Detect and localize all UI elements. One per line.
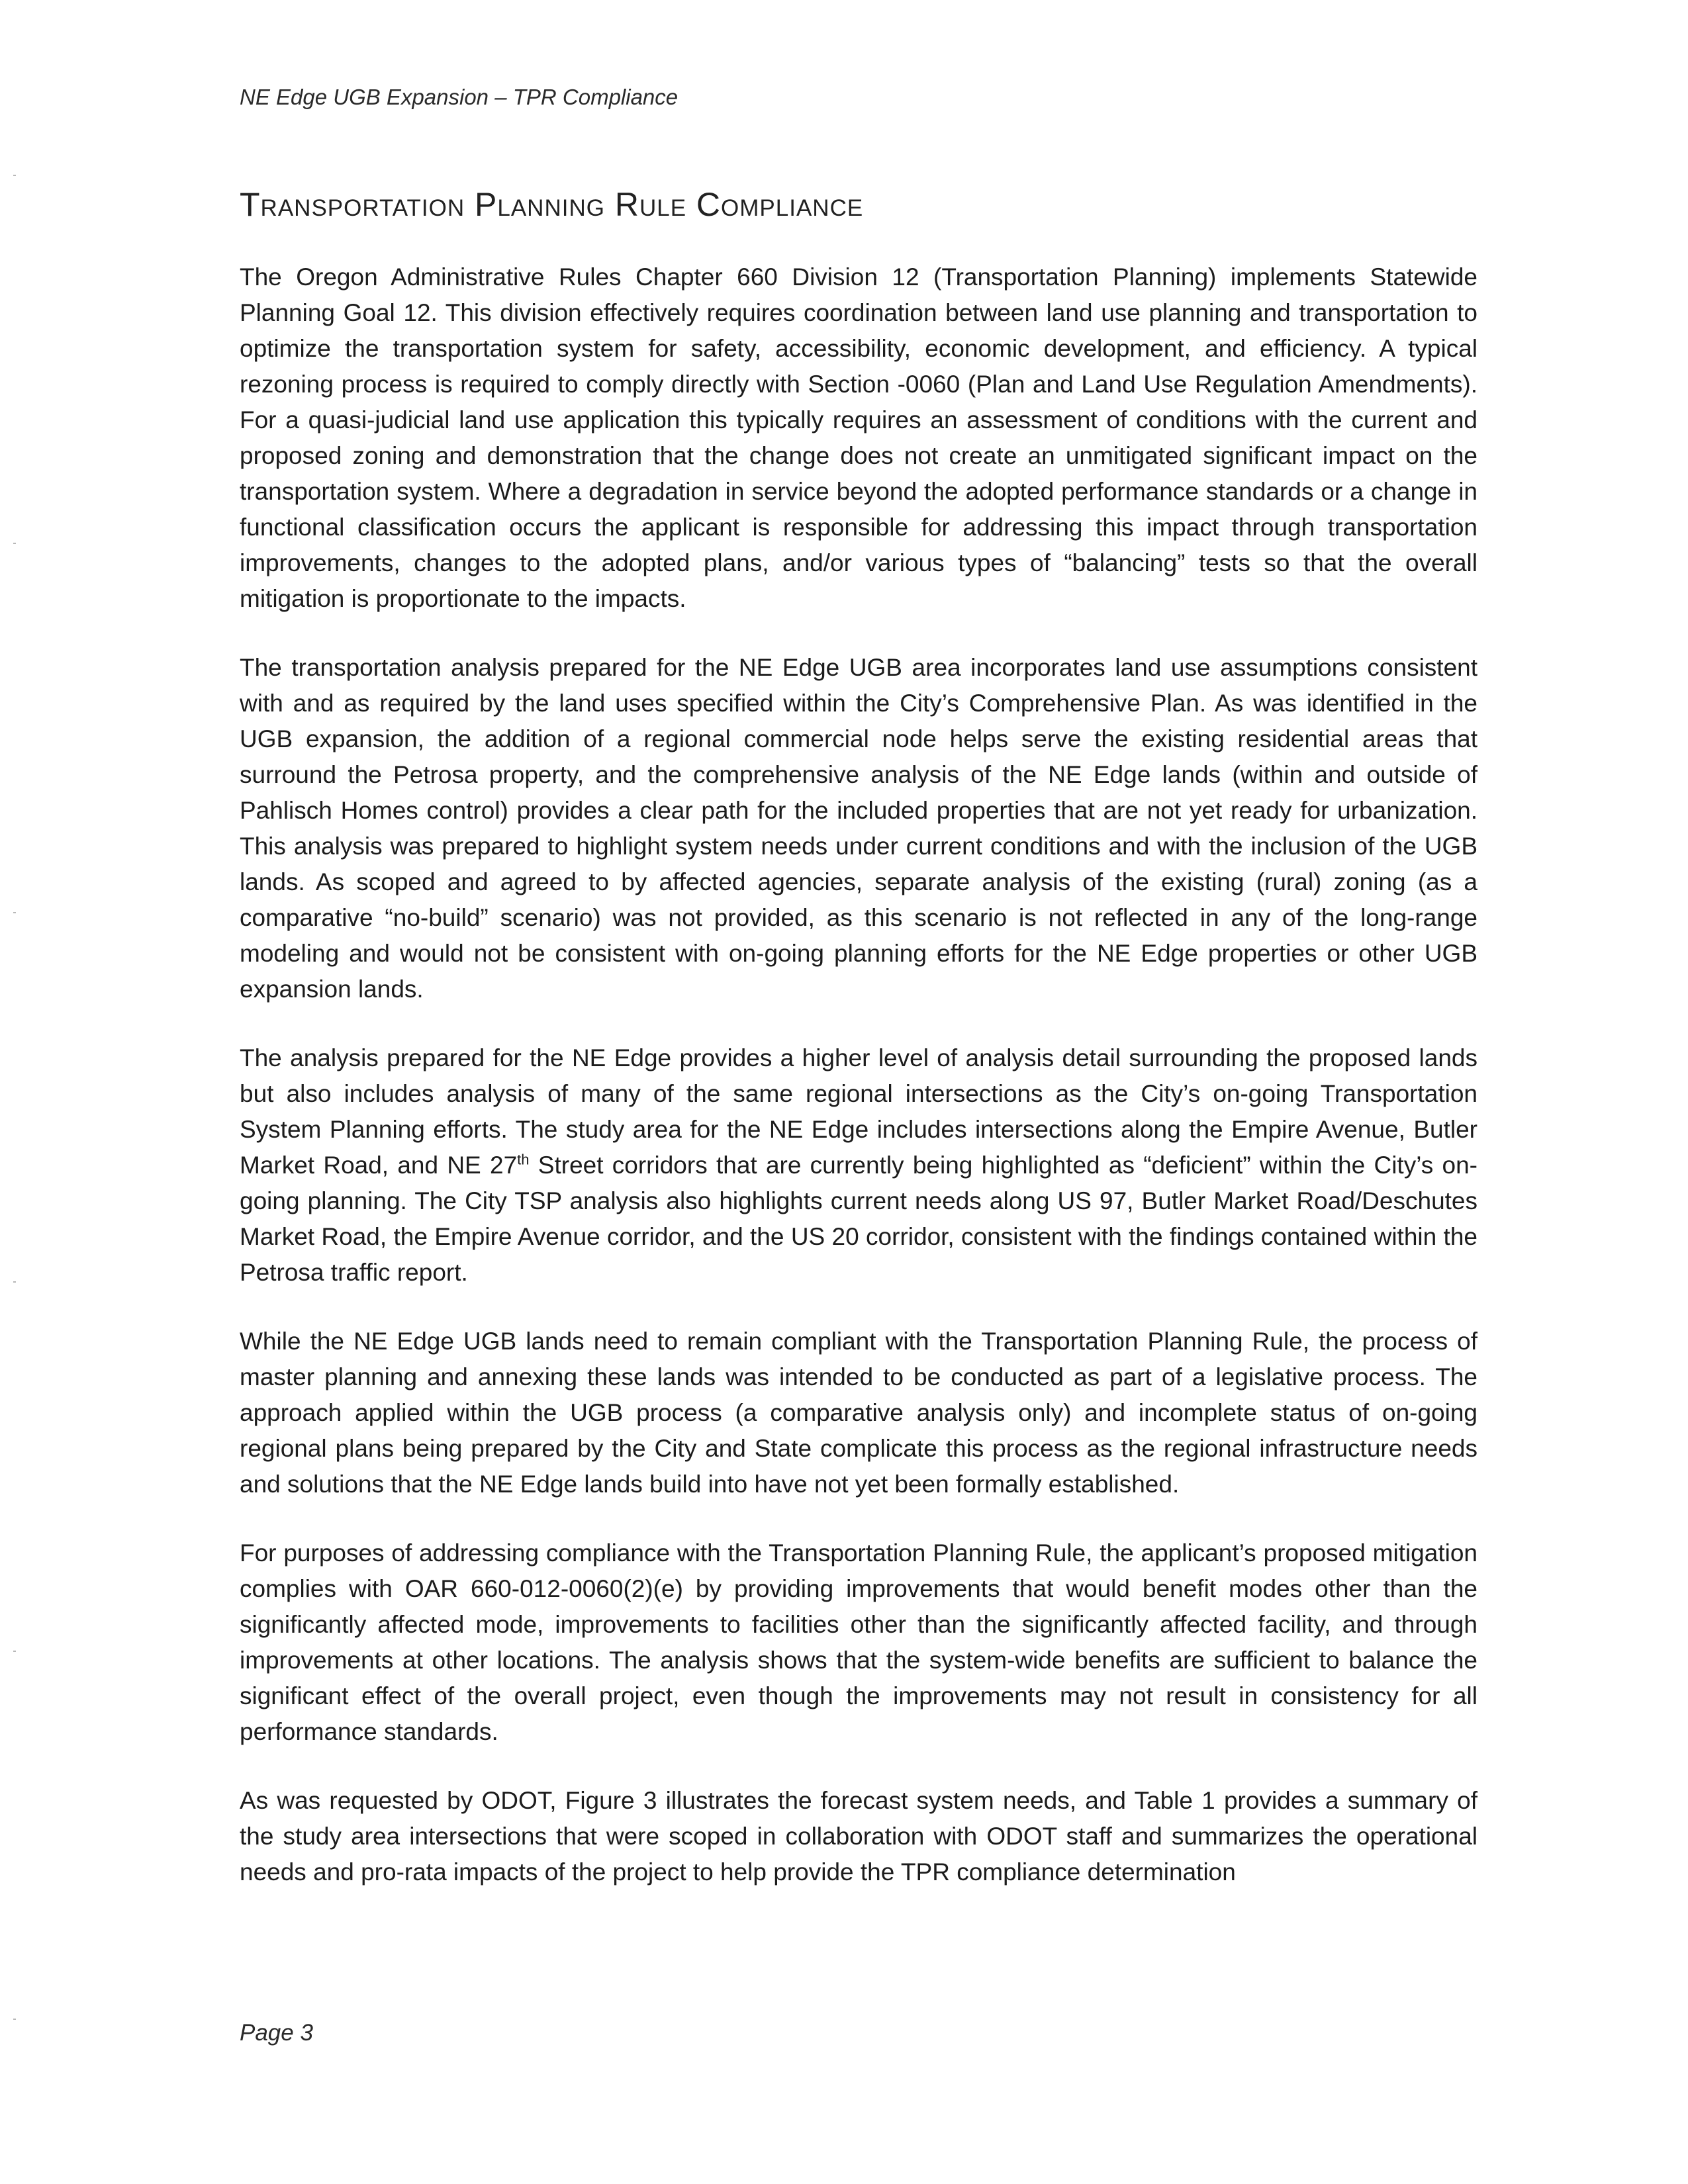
paragraph-mitigation-compliance: For purposes of addressing compliance with the Transportation Planning Rule, the applicant’s proposed mitigation complies with OAR 660-012-0060(2)(e) by providing improvements that would benefit modes other than the significantly affected mode, improvements to facilities other than the significantly affected facility, and through improvements at other locations. The analysis shows that the system-wide benefits are sufficient to balance the significant effect of the overall project, even though the improvements may not result in consistency for all performance standards. — [240, 1539, 1477, 1745]
body-text — [240, 259, 1477, 1923]
section-title: Transportation Planning Rule Compliance — [240, 186, 864, 223]
paragraph-study-area-part-2: Street corridors that are currently being highlighted as “deficient” within the City’s on-going planning. The City TSP analysis also highlights current needs along US 97, Butler Market Road/Deschutes Market Road, the Empire Avenue corridor, and the US 20 corridor, consistent with the findings contained within the Petrosa traffic report. — [240, 1152, 1478, 1286]
paragraph-study-area — [240, 1040, 1477, 1291]
paragraph-transportation-analysis: The transportation analysis prepared for the NE Edge UGB area incorporates land use assumptions consistent with and as required by the land uses specified within the City’s Comprehensive Plan. As was identified in the UGB expansion, the addition of a regional commercial node helps serve the existing residential areas that surround the Petrosa property, and the comprehensive analysis of the NE Edge lands (within and outside of Pahlisch Homes control) provides a clear path for the included properties that are not yet ready for urbanization. This analysis was prepared to highlight system needs under current conditions and with the inclusion of the UGB lands. As scoped and agreed to by affected agencies, separate analysis of the existing (rural) zoning (as a comparative “no-build” scenario) was not provided, as this scenario is not reflected in any of the long-range modeling and would not be consistent with on-going planning efforts for the NE Edge properties or other UGB expansion lands. — [240, 654, 1477, 1003]
margin-tick — [13, 912, 16, 913]
paragraph-study-area-part-1: The analysis prepared for the NE Edge provides a higher level of analysis detail surrounding the proposed lands but also includes analysis of many of the same regional intersections as the City’s on-going Transportation System Planning efforts. The study area for the NE Edge includes intersections along the Empire Avenue, Butler Market Road, and NE 27 — [240, 1044, 1477, 1179]
margin-tick — [13, 175, 16, 176]
paragraph-odot-request: As was requested by ODOT, Figure 3 illustrates the forecast system needs, and Table 1 provides a summary of the study area intersections that were scoped in collaboration with ODOT staff and summarizes the operational needs and pro-rata impacts of the project to help provide the TPR compliance determination — [240, 1787, 1477, 1886]
page-number: Page 3 — [240, 2020, 313, 2046]
ordinal-superscript: th — [517, 1151, 530, 1168]
margin-tick — [13, 2019, 16, 2020]
margin-tick — [13, 543, 16, 544]
running-header: NE Edge UGB Expansion – TPR Compliance — [240, 85, 679, 109]
paragraph-legislative-process: While the NE Edge UGB lands need to remain compliant with the Transportation Planning Rule, the process of master planning and annexing these lands was intended to be conducted as part of a legislative process. The approach applied within the UGB process (a comparative analysis only) and incomplete status of on-going regional plans being prepared by the City and State complicate this process as the regional infrastructure needs and solutions that the NE Edge lands build into have not yet been formally established. — [240, 1328, 1477, 1498]
margin-tick — [13, 1651, 16, 1652]
paragraph-tpr-overview: The Oregon Administrative Rules Chapter 660 Division 12 (Transportation Planning) implements Statewide Planning Goal 12. This division effectively requires coordination between land use planning and transportation to optimize the transportation system for safety, accessibility, economic development, and efficiency. A typical rezoning process is required to comply directly with Section -0060 (Plan and Land Use Regulation Amendments). For a quasi-judicial land use application this typically requires an assessment of conditions with the current and proposed zoning and demonstration that the change does not create an unmitigated significant impact on the transportation system. Where a degradation in service beyond the adopted performance standards or a change in functional classification occurs the applicant is responsible for addressing this impact through transportation improvements, changes to the adopted plans, and/or various types of “balancing” tests so that the overall mitigation is proportionate to the impacts. — [240, 263, 1477, 612]
margin-tick — [13, 1281, 16, 1283]
